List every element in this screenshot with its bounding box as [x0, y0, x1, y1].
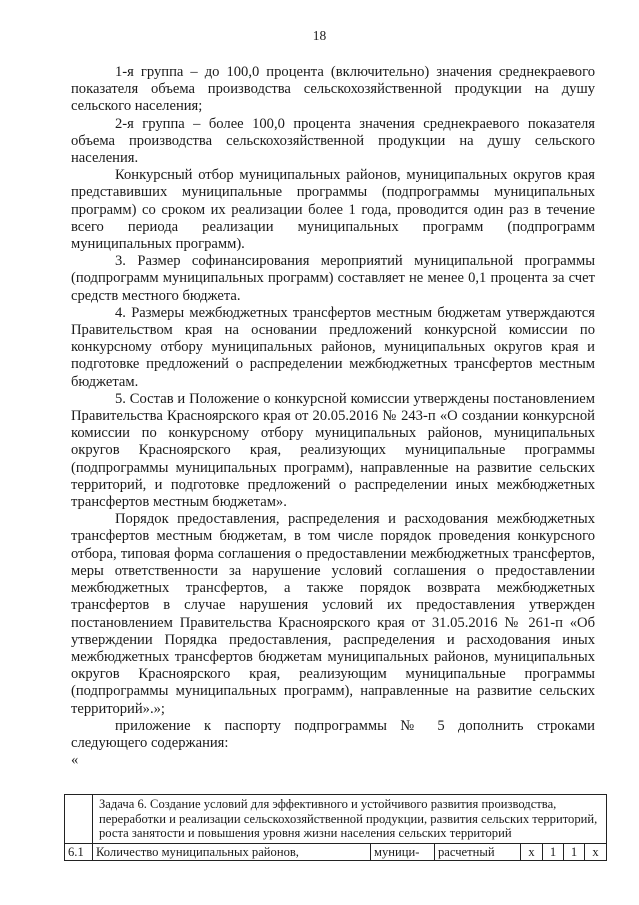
indicators-table [64, 794, 607, 861]
unit-cell: муници- [371, 843, 435, 861]
paragraph: приложение к паспорту подпрограммы № 5 дополнить строками следующего содержания: [71, 717, 595, 751]
task-number-cell [65, 795, 93, 844]
source-cell: расчетный [435, 843, 521, 861]
task-title-cell: Задача 6. Создание условий для эффективного и устойчивого развития производства, переработки и реализации сельскохозяйственной продукции, развития сельских территорий, роста занятости и повышения уровня жизни населения сельских территорий [93, 795, 607, 844]
value-cell: х [521, 843, 543, 861]
task-row [65, 795, 607, 844]
value-cell: х [585, 843, 607, 861]
paragraph: 1-я группа – до 100,0 процента (включительно) значения среднекраевого показателя объема производства сельскохозяйственной продукции на душу сельского населения; [71, 64, 595, 115]
opening-quote-mark: « [71, 752, 79, 769]
paragraph: 3. Размер софинансирования мероприятий муниципальной программы (подпрограмм муниципальных программ) составляет не менее 0,1 процента за счет средств местного бюджета. [71, 253, 595, 304]
paragraph: 2-я группа – более 100,0 процента значения среднекраевого показателя объема производства сельскохозяйственной продукции на душу сельского населения. [71, 115, 595, 167]
paragraph: Порядок предоставления, распределения и расходования межбюджетных трансфертов местным бюджетам, в том числе порядок проведения конкурсного отбора, типовая форма соглашения о предоставлении межбюджетных трансфертов, меры ответственности за нарушение условий соглашения о предоставлении межбюджетных трансфертов, а также порядок возврата межбюджетных трансфертов в случае нарушения условий их предоставления утвержден постановлением Правительства Красноярского края от 31.05.2016 № 261-п «Об утверждении Порядка предоставления, распределения и расходования иных межбюджетных трансфертов бюджетам муниципальных районов, муниципальных округов Красноярского края, реализующим муниципальные программы (подпрограммы муниципальных программ), направленные на развитие сельских территорий».»; [71, 511, 595, 717]
value-cell: 1 [543, 843, 564, 861]
table-row [65, 843, 607, 861]
paragraph: 5. Состав и Положение о конкурсной комиссии утверждены постановлением Правительства Красноярского края от 20.05.2016 № 243-п «О создании конкурсной комиссии по конкурсному отбору муниципальных районов, муниципальных округов Красноярского края, реализующих муниципальные программы (подпрограммы муниципальных программ), направленные на развитие сельских территорий, и подготовке предложений о распределении иных межбюджетных трансфертов местным бюджетам». [71, 390, 595, 511]
paragraph: 4. Размеры межбюджетных трансфертов местным бюджетам утверждаются Правительством края на основании предложений конкурсной комиссии по конкурсному отбору муниципальных районов, муниципальных округов края и подготовке предложений о распределении межбюджетных трансфертов местным бюджетам. [71, 304, 595, 390]
page-number: 18 [312, 28, 327, 43]
value-cell: 1 [564, 843, 585, 861]
indicator-name-cell: Количество муниципальных районов, [93, 843, 371, 861]
paragraph: Конкурсный отбор муниципальных районов, муниципальных округов края представивших муниципальные программы (подпрограммы муниципальных программ) со сроком их реализации более 1 года, проводится один раз в течение всего периода реализации муниципальных программ (подпрограмм муниципальных программ). [71, 167, 595, 253]
document-body [71, 64, 595, 768]
row-number-cell: 6.1 [65, 843, 93, 861]
